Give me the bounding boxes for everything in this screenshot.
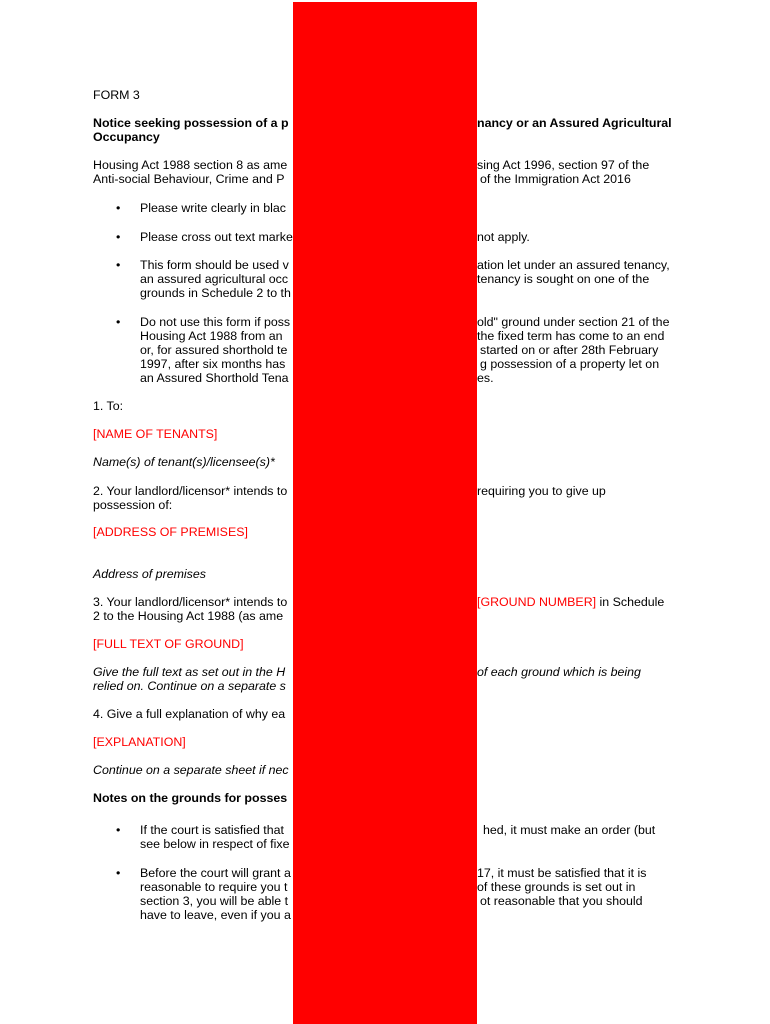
- intro-bullet-2-left: Please cross out text marke: [140, 230, 293, 244]
- bullet-marker: •: [116, 230, 121, 244]
- intro-bullet-4-line-4-right: g possession of a property let on: [480, 357, 660, 371]
- notes-bullet-2-line-4: have to leave, even if you a: [140, 908, 291, 922]
- ground-caption-line-2: relied on. Continue on a separate s: [93, 679, 286, 693]
- notes-bullet-2-line-1-left: Before the court will grant a: [140, 866, 291, 880]
- section-2-line-2: possession of:: [93, 498, 173, 512]
- statute-line-2-left: Anti-social Behaviour, Crime and P: [93, 172, 285, 186]
- bullet-marker: •: [116, 315, 121, 329]
- notes-bullet-1-line-2: see below in respect of fixe: [140, 837, 290, 851]
- title-line-1-right: nancy or an Assured Agricultural: [477, 116, 672, 130]
- intro-bullet-4-line-1-right: old" ground under section 21 of the: [477, 315, 670, 329]
- section-1-label: 1. To:: [93, 399, 124, 413]
- intro-bullet-4-line-2-right: the fixed term has come to an end: [477, 329, 665, 343]
- intro-bullet-4-line-5-right: es.: [477, 371, 494, 385]
- intro-bullet-4-line-5-left: an Assured Shorthold Tena: [140, 371, 289, 385]
- statute-line-2-right: of the Immigration Act 2016: [480, 172, 631, 186]
- statute-line-1-left: Housing Act 1988 section 8 as ame: [93, 158, 288, 172]
- intro-bullet-2-right: not apply.: [477, 230, 530, 244]
- intro-bullet-3-line-1-right: ation let under an assured tenancy,: [477, 258, 670, 272]
- address-caption: Address of premises: [93, 567, 206, 581]
- intro-bullet-3-line-2-right: tenancy is sought on one of the: [477, 272, 650, 286]
- statute-line-1-right: sing Act 1996, section 97 of the: [477, 158, 650, 172]
- ground-number-placeholder: [GROUND NUMBER]: [477, 595, 597, 609]
- bullet-marker: •: [116, 823, 121, 837]
- ground-caption-line-1-left: Give the full text as set out in the H: [93, 665, 286, 679]
- ground-caption-line-1-right: of each ground which is being: [477, 665, 641, 679]
- bullet-marker: •: [116, 866, 121, 880]
- notes-bullet-2-line-1-right: 17, it must be satisfied that it is: [477, 866, 647, 880]
- bullet-marker: •: [116, 258, 121, 272]
- notes-bullet-2-line-2-left: reasonable to require you t: [140, 880, 288, 894]
- intro-bullet-4-line-3-right: started on or after 28th February: [480, 343, 659, 357]
- section-3-line-1-right: [477, 595, 664, 609]
- redaction-bar: [293, 2, 477, 1024]
- notes-bullet-2-line-3-right: ot reasonable that you should: [480, 894, 643, 908]
- notes-bullet-2-line-3-left: section 3, you will be able t: [140, 894, 289, 908]
- intro-bullet-3-line-1-left: This form should be used v: [140, 258, 289, 272]
- intro-bullet-4-line-4-left: 1997, after six months has: [140, 357, 286, 371]
- tenant-name-placeholder: [NAME OF TENANTS]: [93, 427, 218, 441]
- section-3-line-1-tail: in Schedule: [596, 595, 665, 609]
- notes-heading: Notes on the grounds for posses: [93, 791, 288, 805]
- intro-bullet-3-line-3-left: grounds in Schedule 2 to th: [140, 286, 291, 300]
- title-line-1-left: Notice seeking possession of a p: [93, 116, 289, 130]
- form-label: FORM 3: [93, 88, 140, 102]
- notes-bullet-1-line-1-left: If the court is satisfied that: [140, 823, 284, 837]
- notes-bullet-2-line-2-right: of these grounds is set out in: [477, 880, 636, 894]
- ground-text-placeholder: [FULL TEXT OF GROUND]: [93, 637, 244, 651]
- section-4-label: 4. Give a full explanation of why ea: [93, 707, 286, 721]
- intro-bullet-1: Please write clearly in blac: [140, 201, 286, 215]
- bullet-marker: •: [116, 201, 121, 215]
- intro-bullet-4-line-1-left: Do not use this form if poss: [140, 315, 291, 329]
- explanation-caption: Continue on a separate sheet if nec: [93, 763, 289, 777]
- section-3-line-1-left: 3. Your landlord/licensor* intends to: [93, 595, 288, 609]
- section-3-line-2: 2 to the Housing Act 1988 (as ame: [93, 609, 284, 623]
- intro-bullet-4-line-2-left: Housing Act 1988 from an: [140, 329, 283, 343]
- explanation-placeholder: [EXPLANATION]: [93, 735, 186, 749]
- title-line-2-left: Occupancy: [93, 130, 160, 144]
- intro-bullet-4-line-3-left: or, for assured shorthold te: [140, 343, 288, 357]
- notes-bullet-1-line-1-right: hed, it must make an order (but: [483, 823, 656, 837]
- section-2-line-1-right: requiring you to give up: [477, 484, 606, 498]
- address-placeholder: [ADDRESS OF PREMISES]: [93, 525, 248, 539]
- section-2-line-1-left: 2. Your landlord/licensor* intends to: [93, 484, 288, 498]
- tenant-name-caption: Name(s) of tenant(s)/licensee(s)*: [93, 455, 275, 469]
- intro-bullet-3-line-2-left: an assured agricultural occ: [140, 272, 289, 286]
